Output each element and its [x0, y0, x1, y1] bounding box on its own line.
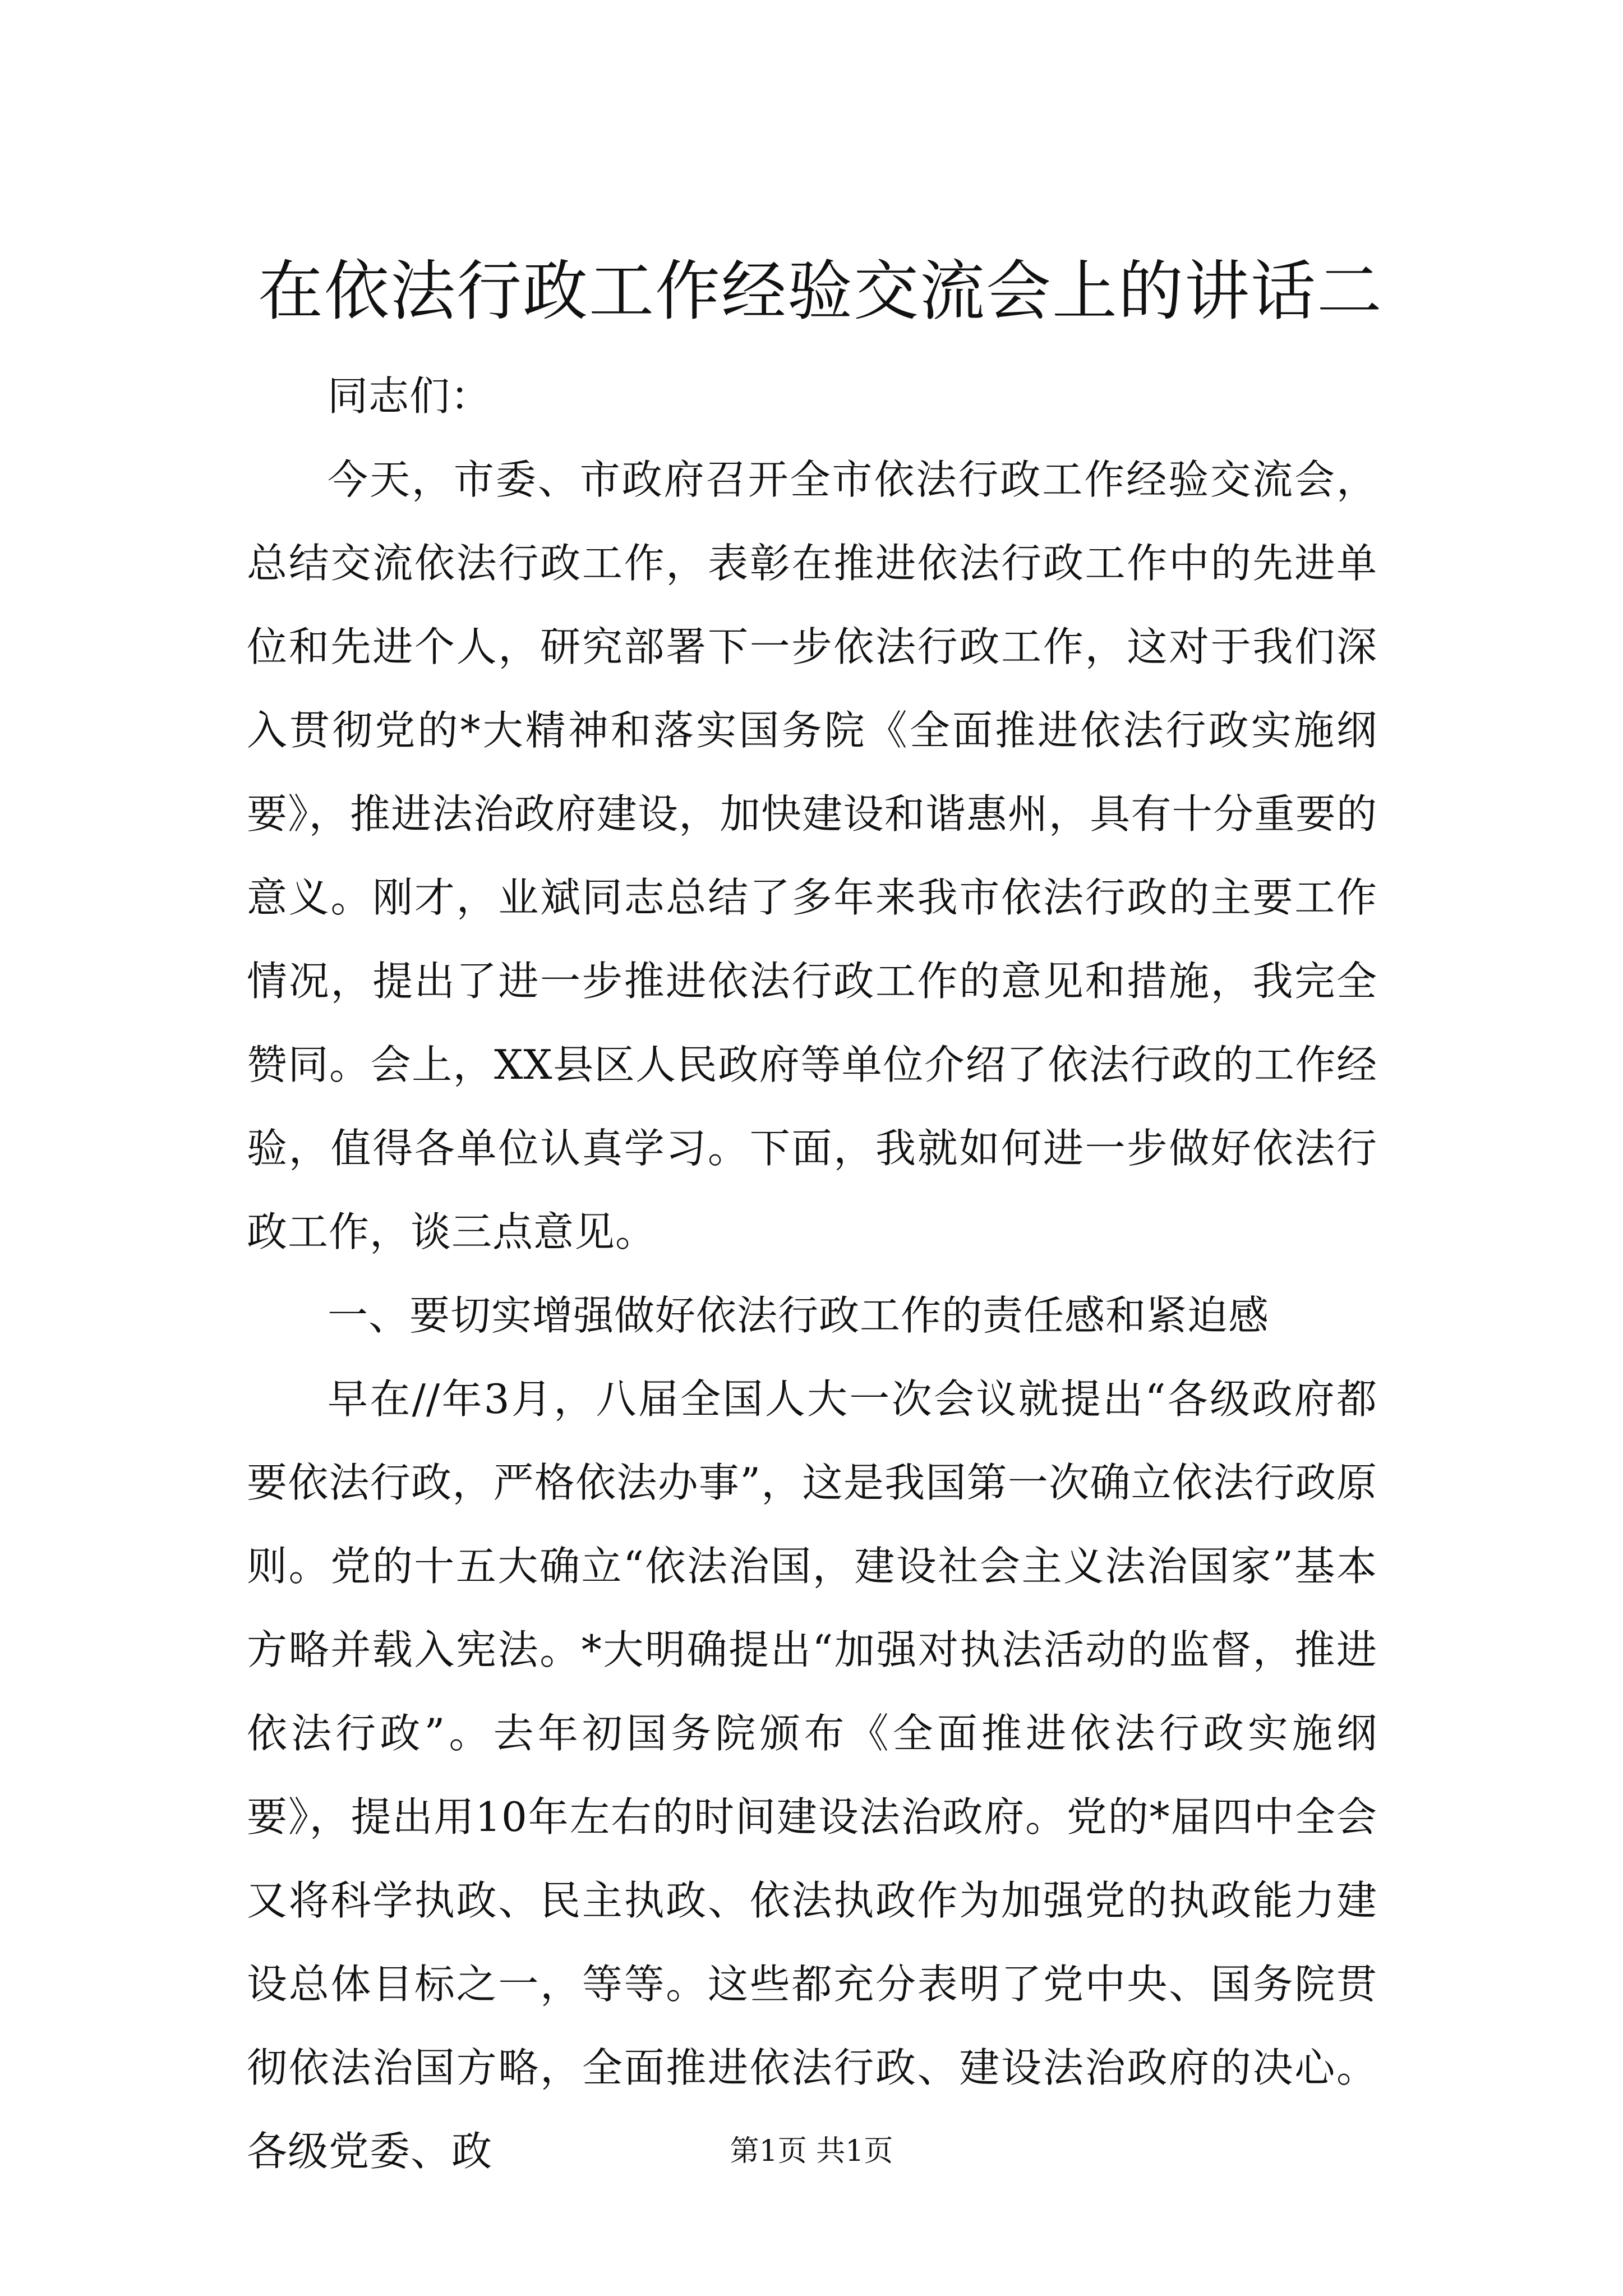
- paragraph-intro: 今天，市委、市政府召开全市依法行政工作经验交流会，总结交流依法行政工作，表彰在推进依法行政工作中的先进单位和先进个人，研究部署下一步依法行政工作，这对于我们深入贯彻党的*大精神和落实国务院《全面推进依法行政实施纲要》，推进法治政府建设，加快建设和谐惠州，具有十分重要的意义。刚才，业斌同志总结了多年来我市依法行政的主要工作情况，提出了进一步推进依法行政工作的意见和措施，我完全赞同。会上，XX县区人民政府等单位介绍了依法行政的工作经验，值得各单位认真学习。下面，我就如何进一步做好依法行政工作，谈三点意见。: [247, 456, 1377, 1255]
- salutation: 同志们：: [328, 372, 492, 420]
- document-title: 在依法行政工作经验交流会上的讲话二: [258, 254, 1383, 329]
- page-footer: 第1页 共1页: [730, 2134, 893, 2168]
- document-body: [247, 355, 1377, 2193]
- section-heading-1: 一、要切实增强做好依法行政工作的责任感和紧迫感: [328, 1292, 1270, 1339]
- paragraph-section-1: 早在//年3月，八届全国人大一次会议就提出“各级政府都要依法行政，严格依法办事”，这是我国第一次确立依法行政原则。党的十五大确立“依法治国，建设社会主义法治国家”基本方略并载入宪法。*大明确提出“加强对执法活动的监督，推进依法行政”。去年初国务院颁布《全面推进依法行政实施纲要》，提出用10年左右的时间建设法治政府。党的*届四中全会又将科学执政、民主执政、依法执政作为加强党的执政能力建设总体目标之一，等等。这些都充分表明了党中央、国务院贯彻依法治国方略，全面推进依法行政、建设法治政府的决心。各级党委、政: [247, 1375, 1377, 2175]
